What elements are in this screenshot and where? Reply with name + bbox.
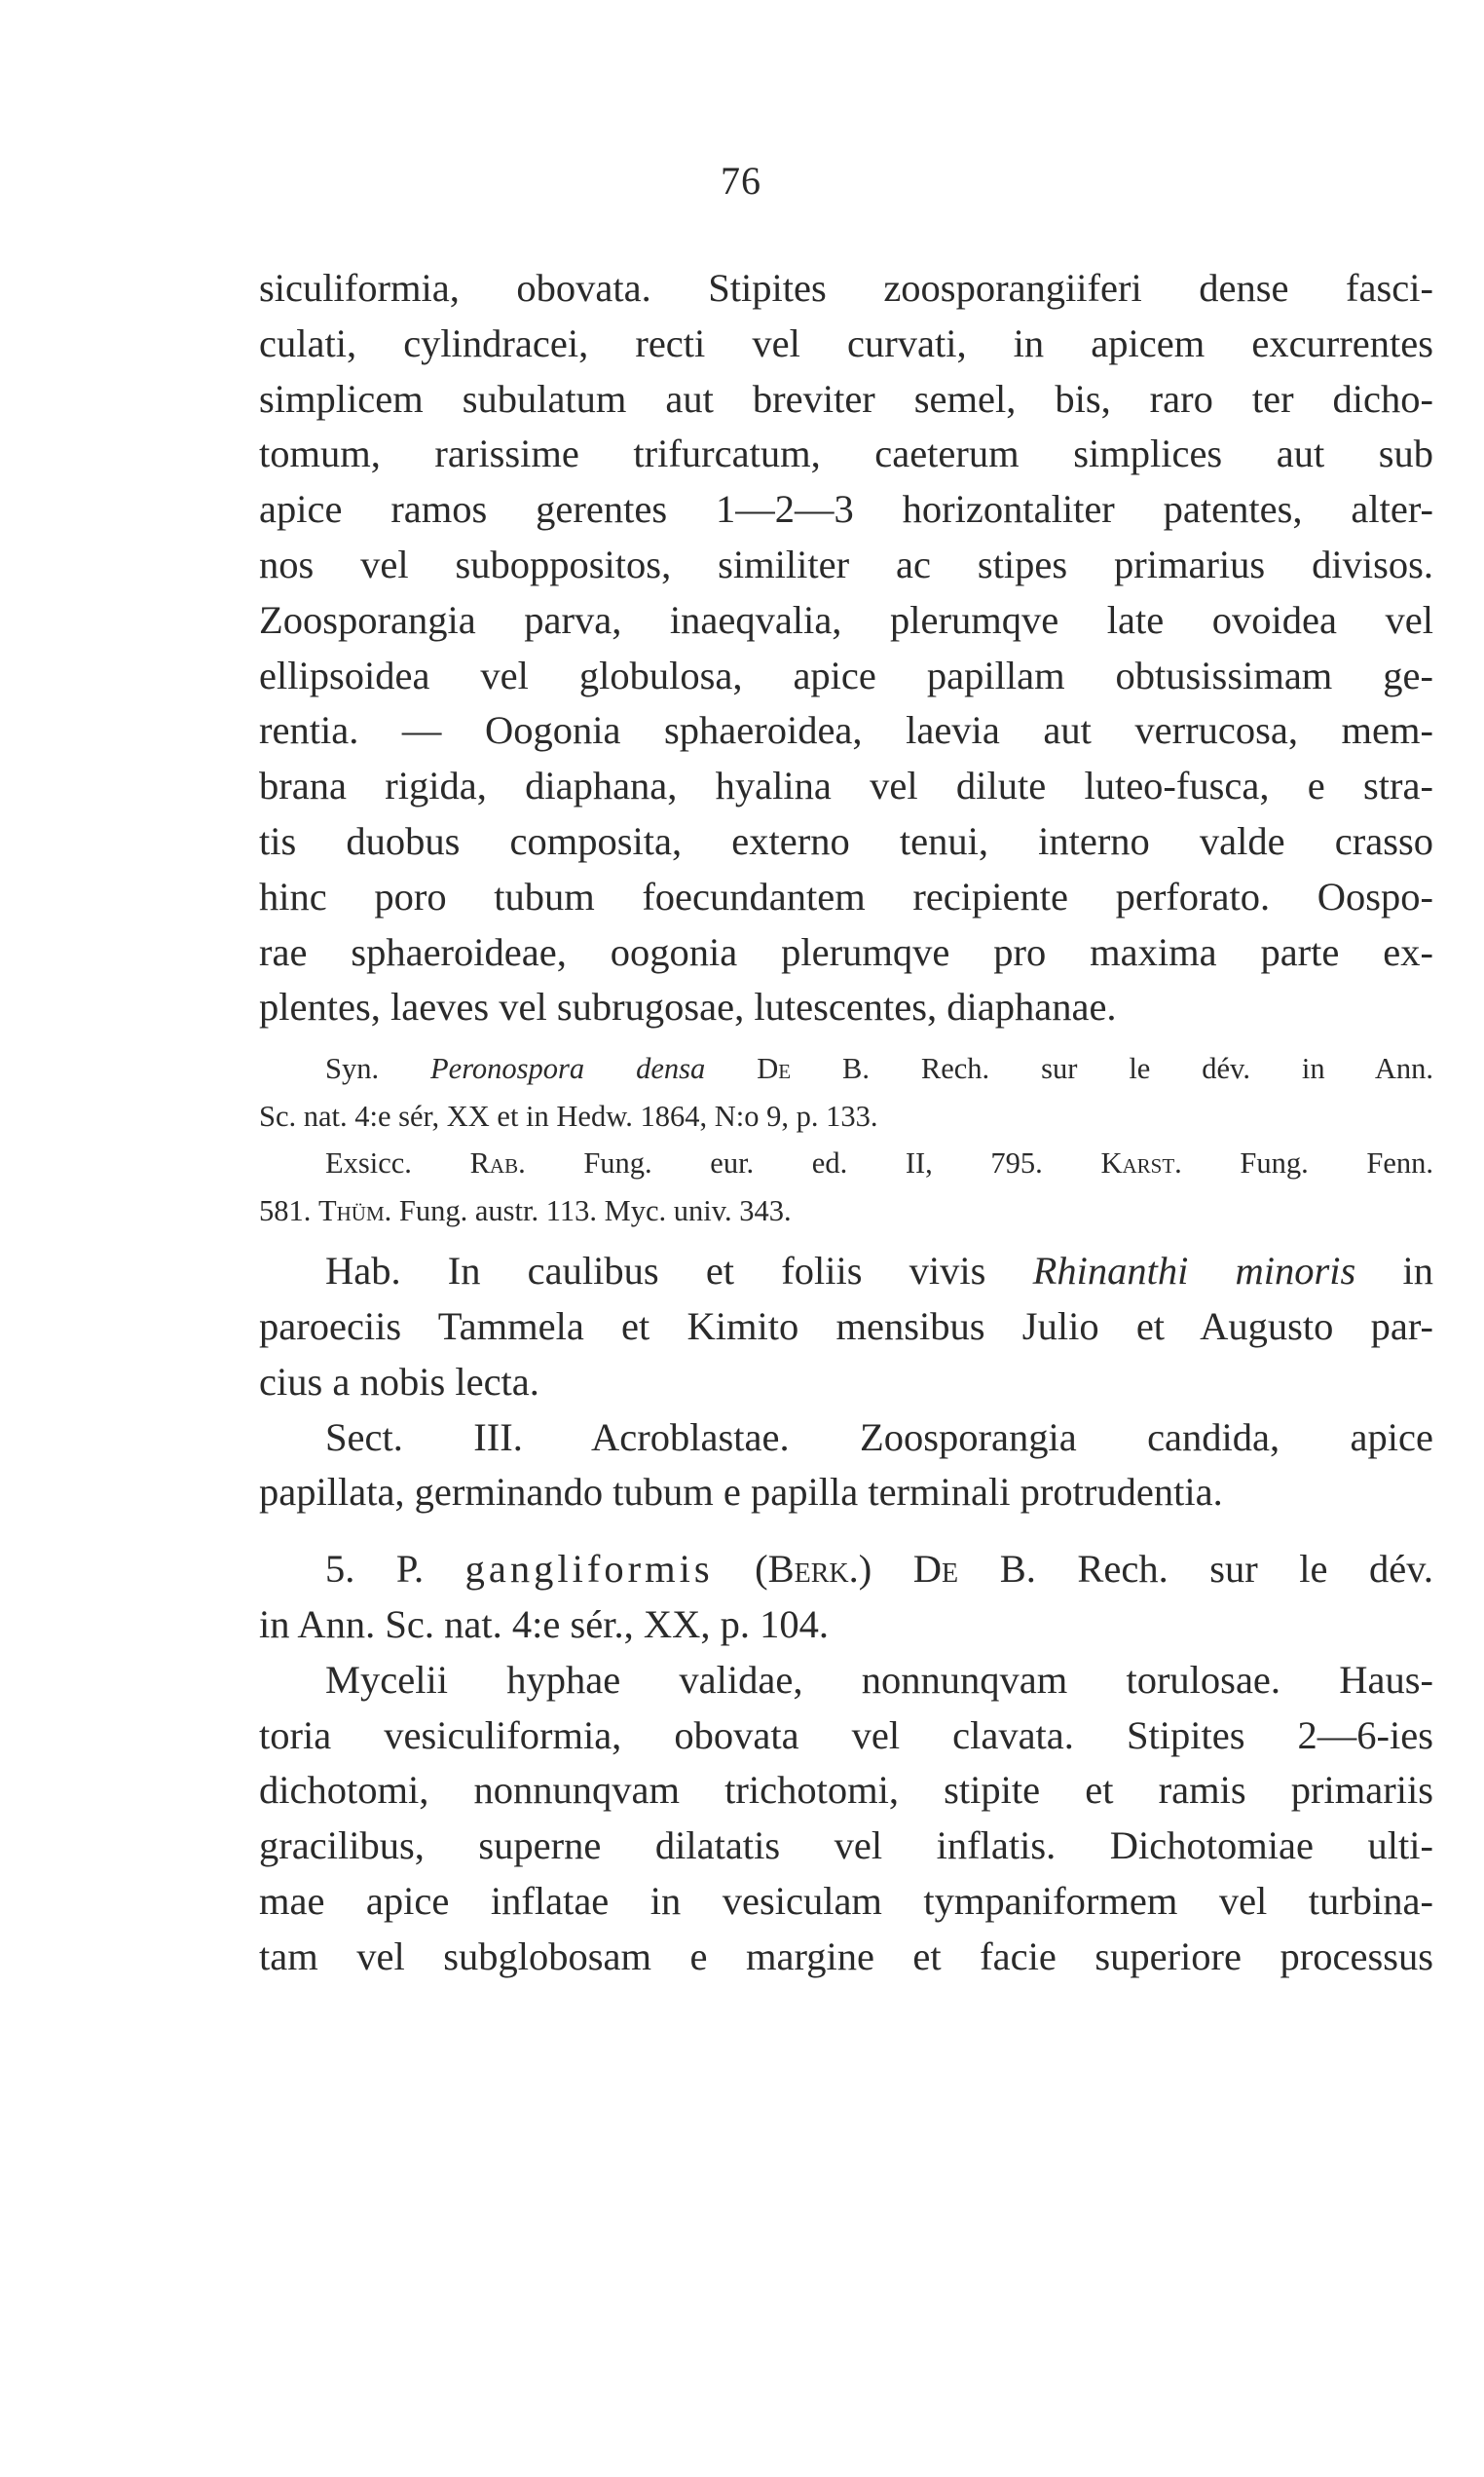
section-heading-line: Sect. III. Acroblastae. Zoosporangia candida, apice: [325, 1414, 1433, 1459]
species-entry: [259, 1542, 1433, 1984]
exsiccata-line: Exsicc. Rab. Fung. eur. ed. II, 795. Karst. Fung. Fenn.: [325, 1146, 1434, 1181]
text-line: tis duobus composita, externo tenui, interno valde crasso: [259, 818, 1433, 863]
synonym-line: Sc. nat. 4:e sér, XX et in Hedw. 1864, N:o 9, p. 133.: [259, 1099, 878, 1133]
text-line: culati, cylindracei, recti vel curvati, in apicem excurrentes: [259, 320, 1433, 365]
species-citation: in Ann. Sc. nat. 4:e sér., XX, p. 104.: [259, 1601, 829, 1646]
text-line: mae apice inflatae in vesiculam tympaniformem vel turbina-: [259, 1878, 1433, 1923]
synonym-block: [259, 1045, 1433, 1234]
text-line: hinc poro tubum foecundantem recipiente perforato. Oospo-: [259, 874, 1433, 919]
text-line: ellipsoidea vel globulosa, apice papillam obtusissimam ge-: [259, 653, 1433, 697]
text-line: brana rigida, diaphana, hyalina vel dilute luteo-fusca, e stra-: [259, 764, 1433, 808]
text-line: nos vel suboppositos, similiter ac stipes primarius divisos.: [259, 542, 1433, 586]
exsiccata-line: 581. Thüm. Fung. austr. 113. Myc. univ. 343.: [259, 1193, 792, 1227]
text-line: gracilibus, superne dilatatis vel inflatis. Dichotomiae ulti-: [259, 1823, 1433, 1868]
text-line: Mycelii hyphae validae, nonnunqvam torulosae. Haus-: [325, 1657, 1433, 1702]
habitat-line: paroeciis Tammela et Kimito mensibus Julio et Augusto par-: [259, 1303, 1433, 1348]
text-line: apice ramos gerentes 1—2—3 horizontaliter patentes, alter-: [259, 487, 1433, 532]
text-line: rentia. — Oogonia sphaeroidea, laevia aut verrucosa, mem-: [259, 708, 1433, 753]
text-line: tam vel subglobosam e margine et facie superiore processus: [259, 1933, 1433, 1978]
text-block: [259, 261, 1433, 1985]
habitat-line: cius a nobis lecta.: [259, 1359, 539, 1404]
text-line: toria vesiculiformia, obovata vel clavata. Stipites 2—6-ies: [259, 1712, 1433, 1757]
text-line: Zoosporangia parva, inaeqvalia, plerumqve late ovoidea vel: [259, 597, 1433, 642]
page-number: 76: [721, 159, 761, 203]
synonym-line: Syn. Peronospora densa De B. Rech. sur le dév. in Ann.: [325, 1052, 1433, 1086]
text-line: plentes, laeves vel subrugosae, lutescentes, diaphanae.: [259, 985, 1117, 1030]
species-heading: 5. P. gangliformis (Berk.) De B. Rech. sur le dév.: [325, 1547, 1433, 1592]
text-line: siculiformia, obovata. Stipites zoosporangiiferi dense fasci-: [259, 266, 1433, 310]
text-line: simplicem subulatum aut breviter semel, bis, raro ter dicho-: [259, 376, 1433, 421]
text-line: rae sphaeroideae, oogonia plerumqve pro maxima parte ex-: [259, 929, 1433, 974]
section-line: papillata, germinando tubum e papilla terminali protrudentia.: [259, 1470, 1223, 1515]
description-paragraph: [259, 261, 1433, 1035]
habitat-paragraph: [259, 1244, 1433, 1520]
habitat-line: Hab. In caulibus et foliis vivis Rhinanthi minoris in: [325, 1249, 1433, 1294]
text-line: dichotomi, nonnunqvam trichotomi, stipite et ramis primariis: [259, 1768, 1433, 1813]
text-line: tomum, rarissime trifurcatum, caeterum simplices aut sub: [259, 432, 1433, 476]
